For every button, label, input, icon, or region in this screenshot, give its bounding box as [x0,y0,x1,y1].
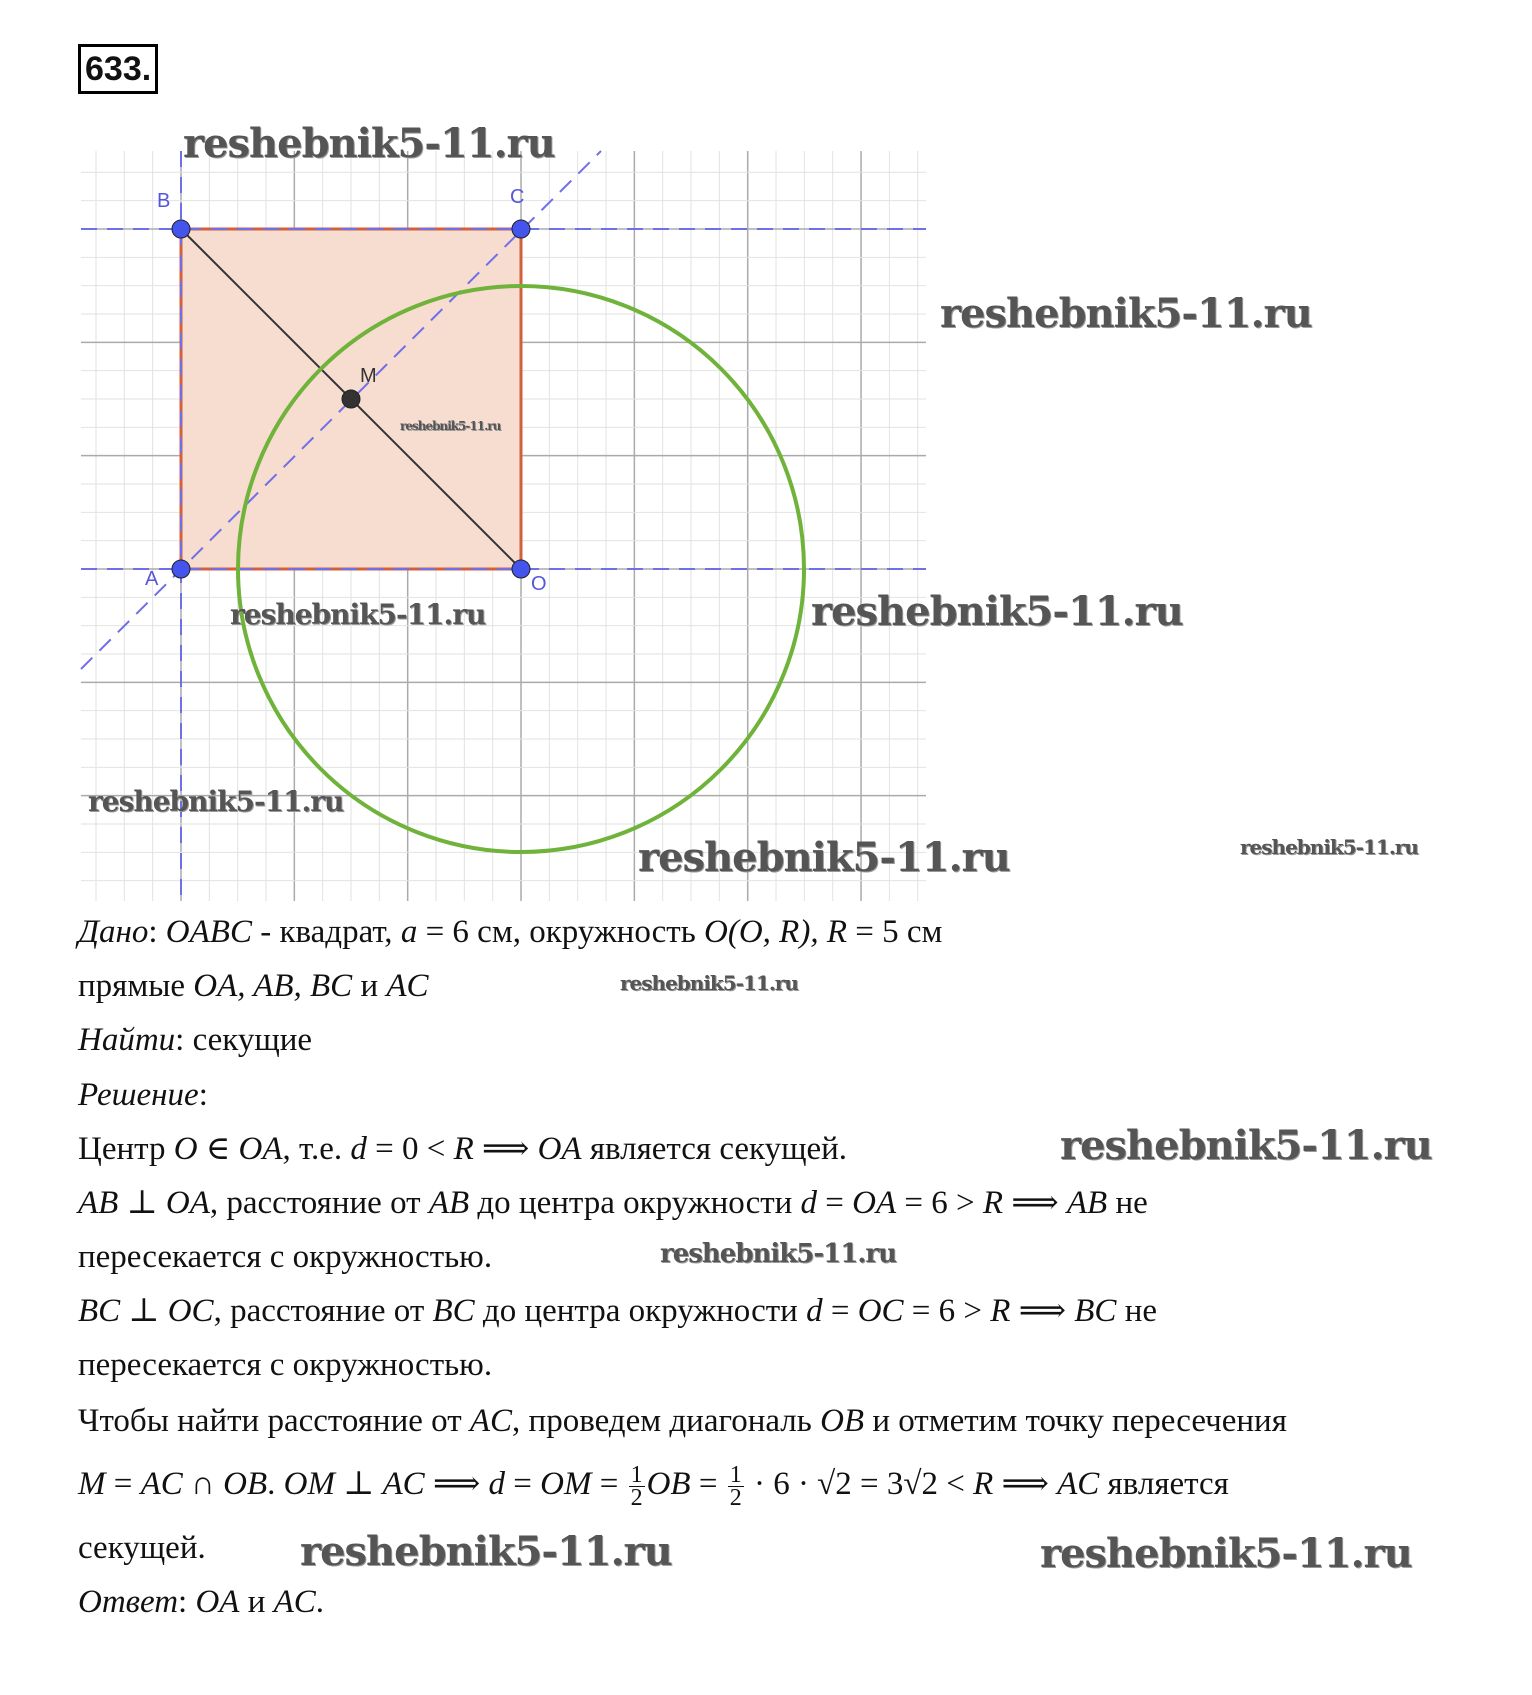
text-segment: и [352,968,387,1004]
text-segment: секущей. [78,1530,206,1566]
math-text: OB [223,1466,268,1503]
solution-line [78,1464,1229,1509]
numerator: 1 [630,1462,643,1488]
math-text: Найти [78,1022,176,1058]
watermark: reshebnik5-11.ru [1060,1122,1432,1169]
math-text: Решение [78,1077,199,1113]
math-text: OM [540,1466,592,1503]
label-c: C [510,186,525,208]
text-segment: ⟹ [1010,1293,1075,1329]
denominator: 2 [729,1485,742,1511]
text-segment: не [1107,1185,1148,1221]
watermark: reshebnik5-11.ru [183,120,555,167]
text-segment: , расстояние от [213,1293,433,1329]
text-segment: прямые [78,968,194,1004]
math-text: AC [386,968,429,1004]
point-c [512,220,530,238]
text-segment: ⟹ [424,1466,489,1503]
point-b [172,220,190,238]
text-segment: ⟹ [473,1131,538,1167]
text-segment: : [198,1077,208,1113]
solution-line [78,1075,208,1115]
text-segment: = 5 см [847,914,943,950]
watermark: reshebnik5-11.ru [1240,835,1418,859]
math-text: OB [646,1466,691,1503]
text-segment: = [822,1293,858,1329]
solution-line [78,1528,206,1568]
math-text: AC [140,1466,183,1503]
watermark: reshebnik5-11.ru [400,419,501,433]
math-text: OA, AB, BC [193,968,353,1004]
solution-line [78,1291,1157,1331]
point-m [342,390,360,408]
point-a [172,560,190,578]
label-b: B [157,190,171,212]
math-text: a [400,914,418,950]
denominator: 2 [630,1485,643,1511]
label-m: M [360,365,377,387]
math-text: OA [165,1185,210,1221]
point-o [512,560,530,578]
text-segment: до центра окружности [474,1293,807,1329]
math-text: d [350,1131,367,1167]
text-segment: = 6 см, окружность [417,914,705,950]
text-segment: ⊥ [118,1185,166,1221]
text-segment: = [105,1466,141,1503]
solution-line [78,1129,847,1169]
watermark: reshebnik5-11.ru [1040,1530,1412,1577]
math-text: OA [537,1131,582,1167]
solution-line [78,912,942,952]
fraction [629,1464,645,1509]
watermark: reshebnik5-11.ru [638,834,1010,881]
text-segment: : [178,1584,196,1620]
math-text: OM [283,1466,335,1503]
math-text: R [453,1131,474,1167]
text-segment: пересекается с окружностью. [78,1239,493,1275]
math-text: AC [273,1584,316,1620]
text-segment: . [315,1584,325,1620]
numerator: 1 [729,1462,742,1488]
text-segment: ⊥ [334,1466,383,1503]
math-text: O(O, R), R [704,914,847,950]
text-segment: ⊥ [120,1293,168,1329]
solution-line [78,1345,492,1385]
math-text: d [488,1466,505,1503]
solution-line [78,966,429,1006]
text-segment: = 0 < [366,1131,454,1167]
text-segment: Чтобы найти расстояние от [78,1403,470,1439]
text-segment: = [817,1185,853,1221]
watermark: reshebnik5-11.ru [230,598,486,631]
math-text: AC [1057,1466,1100,1503]
math-text: Дано [78,914,149,950]
solution-line [78,1582,324,1622]
math-text: R [990,1293,1011,1329]
problem-number: 633. [78,44,158,94]
text-segment: не [1116,1293,1157,1329]
watermark: reshebnik5-11.ru [940,290,1312,337]
solution-line [78,1020,312,1060]
text-segment: и отметим точку пересечения [864,1403,1287,1439]
text-segment: = [591,1466,627,1503]
math-text: BC [1074,1293,1117,1329]
text-segment: является секущей. [581,1131,848,1167]
text-segment: . [267,1466,284,1503]
math-text: OC [167,1293,214,1329]
text-segment: : [148,914,166,950]
watermark: reshebnik5-11.ru [660,1239,897,1269]
math-text: OABC [165,914,252,950]
math-text: BC [432,1293,475,1329]
text-segment: = 6 > [896,1185,983,1221]
text-segment: , т.е. [282,1131,351,1167]
text-segment: пересекается с окружностью. [78,1347,493,1383]
math-text: AB [78,1185,119,1221]
math-text: OA [195,1584,240,1620]
text-segment: , расстояние от [209,1185,429,1221]
math-text: OC [857,1293,904,1329]
math-text: M [78,1466,106,1503]
watermark: reshebnik5-11.ru [811,588,1183,635]
solution-line [78,1401,1287,1441]
text-segment: до центра окружности [469,1185,801,1221]
solution-line [78,1237,492,1277]
text-segment: ⟹ [1003,1185,1067,1221]
text-segment: ∈ [197,1131,239,1167]
text-segment: Центр [78,1131,174,1167]
math-text: AB [428,1185,470,1221]
math-text: OB [820,1403,865,1439]
math-text: AB [1066,1185,1108,1221]
math-text: OA [852,1185,897,1221]
watermark: reshebnik5-11.ru [88,785,344,818]
fraction [728,1464,744,1509]
text-segment: = 6 > [903,1293,991,1329]
text-segment: = [690,1466,726,1503]
label-o: O [531,573,547,595]
label-a: A [145,568,159,590]
text-segment: · 6 · √2 = 3√2 < [745,1466,974,1503]
math-text: O [173,1131,198,1167]
text-segment: ⟹ [993,1466,1058,1503]
watermark: reshebnik5-11.ru [620,971,798,995]
math-text: AC [469,1403,513,1439]
text-segment: является [1099,1466,1229,1503]
math-text: R [973,1466,994,1503]
solution-line [78,1183,1148,1223]
text-segment: - квадрат, [251,914,401,950]
math-text: d [800,1185,818,1221]
math-text: d [806,1293,823,1329]
text-segment: ∩ [182,1466,224,1503]
text-segment: : секущие [175,1022,313,1058]
math-text: BC [78,1293,121,1329]
text-segment: = [505,1466,541,1503]
watermark: reshebnik5-11.ru [300,1528,672,1575]
math-text: R [982,1185,1004,1221]
text-segment: , проведем диагональ [512,1403,821,1439]
math-text: Ответ [78,1584,179,1620]
math-text: OA [238,1131,283,1167]
text-segment: и [239,1584,274,1620]
math-text: AC [382,1466,425,1503]
